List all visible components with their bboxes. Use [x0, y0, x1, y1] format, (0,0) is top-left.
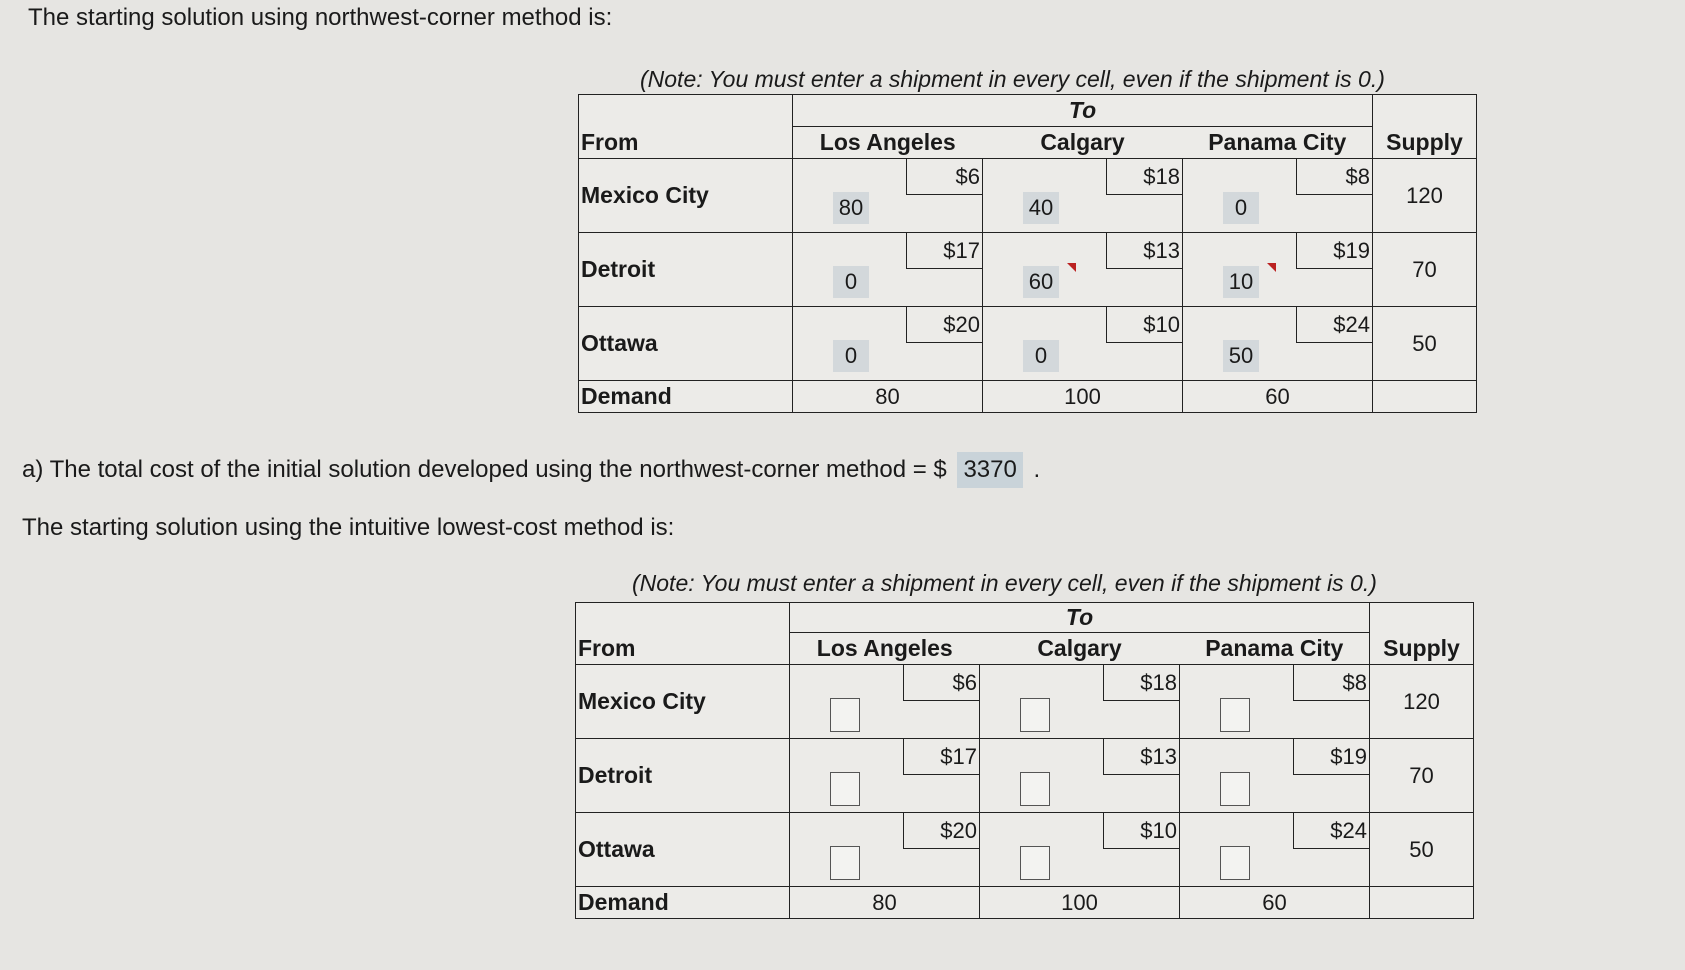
cost-label: $6	[903, 665, 979, 701]
demand-panama-city: 60	[1180, 887, 1370, 919]
row-label-demand: Demand	[579, 381, 793, 413]
header-to: To	[790, 603, 1370, 633]
header-supply: Supply	[1370, 603, 1474, 665]
supply-mexico-city: 120	[1370, 665, 1474, 739]
cell-mexico-panama	[1183, 159, 1373, 233]
cost-label: $19	[1293, 739, 1369, 775]
cost-label: $8	[1293, 665, 1369, 701]
demand-calgary: 100	[983, 381, 1183, 413]
lowest-cost-table	[575, 602, 1474, 919]
cost-label: $8	[1296, 159, 1372, 195]
header-los-angeles: Los Angeles	[793, 127, 983, 159]
cost-label: $17	[903, 739, 979, 775]
cell-detroit-panama	[1180, 739, 1370, 813]
shipment-input[interactable]	[1220, 698, 1250, 732]
row-label-ottawa: Ottawa	[576, 813, 790, 887]
cell-ottawa-panama	[1180, 813, 1370, 887]
nw-corner-table	[578, 94, 1477, 413]
shipment-input[interactable]	[1220, 846, 1250, 880]
demand-los-angeles: 80	[790, 887, 980, 919]
cost-label: $24	[1293, 813, 1369, 849]
demand-panama-city: 60	[1183, 381, 1373, 413]
row-label-detroit: Detroit	[579, 233, 793, 307]
cell-mexico-la	[793, 159, 983, 233]
cost-label: $10	[1103, 813, 1179, 849]
shipment-input[interactable]: 0	[833, 340, 869, 372]
cell-ottawa-la	[790, 813, 980, 887]
question-a-suffix: .	[1033, 456, 1041, 483]
shipment-input[interactable]	[1020, 772, 1050, 806]
cost-label: $18	[1106, 159, 1182, 195]
shipment-input[interactable]: 40	[1023, 192, 1059, 224]
demand-los-angeles: 80	[793, 381, 983, 413]
shipment-input[interactable]	[1020, 846, 1050, 880]
cost-label: $13	[1106, 233, 1182, 269]
error-flag-icon	[1267, 263, 1276, 272]
shipment-input[interactable]: 10	[1223, 266, 1259, 298]
cell-ottawa-la	[793, 307, 983, 381]
header-los-angeles: Los Angeles	[790, 633, 980, 665]
cell-mexico-calgary	[980, 665, 1180, 739]
header-from: From	[579, 95, 793, 159]
note-text-2: (Note: You must enter a shipment in every cell, even if the shipment is 0.)	[632, 570, 1377, 596]
cell-detroit-la	[793, 233, 983, 307]
shipment-input[interactable]: 0	[1023, 340, 1059, 372]
shipment-input[interactable]: 80	[833, 192, 869, 224]
header-to: To	[793, 95, 1373, 127]
header-supply: Supply	[1373, 95, 1477, 159]
demand-calgary: 100	[980, 887, 1180, 919]
header-panama-city: Panama City	[1183, 127, 1373, 159]
header-from: From	[576, 603, 790, 665]
demand-supply-empty	[1370, 887, 1474, 919]
cost-label: $20	[906, 307, 982, 343]
cost-label: $19	[1296, 233, 1372, 269]
shipment-input[interactable]	[830, 772, 860, 806]
header-calgary: Calgary	[983, 127, 1183, 159]
row-label-ottawa: Ottawa	[579, 307, 793, 381]
intro-text: The starting solution using northwest-corner method is:	[28, 4, 613, 31]
row-label-mexico-city: Mexico City	[579, 159, 793, 233]
cell-mexico-panama	[1180, 665, 1370, 739]
cell-detroit-la	[790, 739, 980, 813]
header-calgary: Calgary	[980, 633, 1180, 665]
row-label-demand: Demand	[576, 887, 790, 919]
row-label-mexico-city: Mexico City	[576, 665, 790, 739]
cell-ottawa-calgary	[983, 307, 1183, 381]
intro2-text: The starting solution using the intuitive lowest-cost method is:	[22, 514, 675, 541]
supply-ottawa: 50	[1373, 307, 1477, 381]
shipment-input[interactable]	[830, 846, 860, 880]
demand-supply-empty	[1373, 381, 1477, 413]
header-panama-city: Panama City	[1180, 633, 1370, 665]
cell-detroit-calgary	[980, 739, 1180, 813]
cell-mexico-calgary	[983, 159, 1183, 233]
supply-detroit: 70	[1373, 233, 1477, 307]
cell-ottawa-panama	[1183, 307, 1373, 381]
supply-detroit: 70	[1370, 739, 1474, 813]
shipment-input[interactable]: 50	[1223, 340, 1259, 372]
cell-detroit-panama	[1183, 233, 1373, 307]
cost-label: $20	[903, 813, 979, 849]
cost-label: $13	[1103, 739, 1179, 775]
supply-mexico-city: 120	[1373, 159, 1477, 233]
total-cost-input[interactable]: 3370	[957, 452, 1022, 488]
cost-label: $10	[1106, 307, 1182, 343]
cell-ottawa-calgary	[980, 813, 1180, 887]
error-flag-icon	[1067, 263, 1076, 272]
shipment-input[interactable]	[1220, 772, 1250, 806]
cell-mexico-la	[790, 665, 980, 739]
cost-label: $17	[906, 233, 982, 269]
shipment-input[interactable]: 0	[1223, 192, 1259, 224]
shipment-input[interactable]	[1020, 698, 1050, 732]
cost-label: $6	[906, 159, 982, 195]
cell-detroit-calgary	[983, 233, 1183, 307]
supply-ottawa: 50	[1370, 813, 1474, 887]
shipment-input[interactable]	[830, 698, 860, 732]
cost-label: $24	[1296, 307, 1372, 343]
cost-label: $18	[1103, 665, 1179, 701]
question-a	[22, 452, 1040, 488]
note-text-1: (Note: You must enter a shipment in every cell, even if the shipment is 0.)	[640, 66, 1385, 92]
row-label-detroit: Detroit	[576, 739, 790, 813]
question-a-label: a) The total cost of the initial solution developed using the northwest-corner method = $	[22, 456, 947, 483]
shipment-input[interactable]: 60	[1023, 266, 1059, 298]
shipment-input[interactable]: 0	[833, 266, 869, 298]
